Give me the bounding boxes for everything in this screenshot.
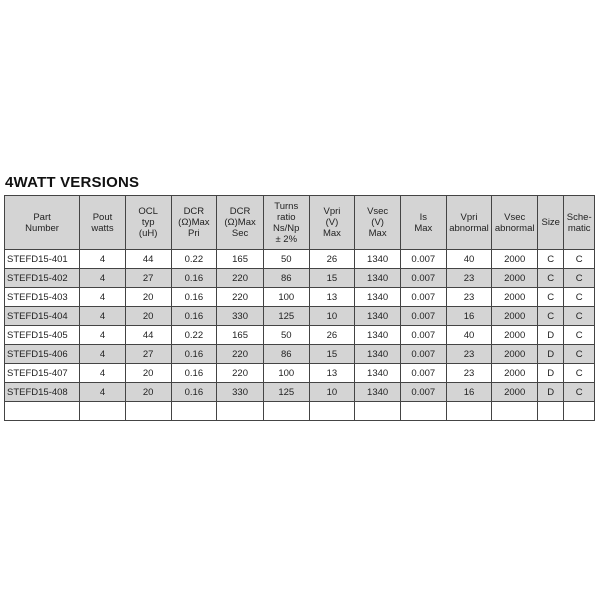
column-header — [80, 196, 126, 250]
table-cell: 44 — [125, 326, 171, 345]
table-cell: 0.007 — [400, 288, 446, 307]
table-cell — [171, 402, 217, 421]
table-cell: 165 — [217, 250, 264, 269]
table-cell: C — [564, 288, 595, 307]
table-cell: 0.007 — [400, 383, 446, 402]
table-cell: 4 — [80, 326, 126, 345]
column-header-line: Vsec — [504, 211, 526, 223]
column-header-line: Max — [368, 228, 387, 239]
column-header — [400, 196, 446, 250]
column-header — [309, 196, 355, 250]
table-cell: C — [538, 269, 564, 288]
table-cell: C — [564, 345, 595, 364]
table-cell: 16 — [446, 307, 492, 326]
table-cell: 125 — [263, 383, 309, 402]
part-number-cell — [5, 402, 80, 421]
column-header-line: Vsec — [367, 206, 389, 217]
column-header-line: Size — [541, 217, 560, 228]
table-cell: 10 — [309, 307, 355, 326]
section-title: 4WATT VERSIONS — [5, 174, 140, 191]
table-cell: 26 — [309, 326, 355, 345]
table-cell — [492, 402, 538, 421]
column-header-line: Pri — [188, 228, 200, 239]
table-row — [5, 402, 595, 421]
table-cell: 330 — [217, 307, 264, 326]
table-cell: 4 — [80, 383, 126, 402]
table-cell: 220 — [217, 269, 264, 288]
table-cell: C — [564, 269, 595, 288]
table-cell: 50 — [263, 326, 309, 345]
column-header-line: (V) — [325, 217, 339, 228]
table-cell — [564, 402, 595, 421]
table-row — [5, 345, 595, 364]
table-cell — [80, 402, 126, 421]
column-header-line: OCL — [138, 206, 158, 217]
table-cell: 220 — [217, 345, 264, 364]
table-header-row — [5, 196, 595, 250]
table-cell: 4 — [80, 345, 126, 364]
column-header-line: Turns — [274, 200, 299, 212]
table-cell: 23 — [446, 288, 492, 307]
table-cell: 0.16 — [171, 345, 217, 364]
table-cell: 1340 — [355, 364, 401, 383]
part-number-cell: STEFD15-407 — [5, 364, 80, 383]
table-cell: 1340 — [355, 326, 401, 345]
table-cell: 0.007 — [400, 250, 446, 269]
table-cell: 86 — [263, 269, 309, 288]
table-cell: D — [538, 364, 564, 383]
table-cell: 0.22 — [171, 250, 217, 269]
table-cell — [355, 402, 401, 421]
column-header-line: Max — [322, 228, 341, 239]
column-header — [538, 196, 564, 250]
column-header — [355, 196, 401, 250]
column-header-line: (Ω)Max — [178, 217, 210, 228]
table-cell: C — [538, 288, 564, 307]
table-cell: 15 — [309, 269, 355, 288]
table-cell: 2000 — [492, 307, 538, 326]
table-cell: 100 — [263, 364, 309, 383]
column-header-line: (uH) — [138, 228, 158, 239]
part-number-cell: STEFD15-402 — [5, 269, 80, 288]
table-cell: 2000 — [492, 345, 538, 364]
table-cell: 4 — [80, 269, 126, 288]
column-header-line: (V) — [371, 217, 384, 228]
part-number-cell: STEFD15-403 — [5, 288, 80, 307]
table-cell: C — [538, 250, 564, 269]
table-cell — [538, 402, 564, 421]
table-body — [5, 250, 595, 421]
table-cell — [400, 402, 446, 421]
table-cell: 20 — [125, 364, 171, 383]
table-cell: 2000 — [492, 364, 538, 383]
column-header-line: matic — [567, 222, 591, 234]
table-cell: 20 — [125, 383, 171, 402]
table-row — [5, 269, 595, 288]
column-header-line: (Ω)Max — [224, 217, 256, 228]
column-header-line: abnormal — [449, 222, 489, 234]
table-cell — [125, 402, 171, 421]
table-cell: C — [564, 307, 595, 326]
table-cell — [263, 402, 309, 421]
table-cell: 0.16 — [171, 383, 217, 402]
table-cell: 0.22 — [171, 326, 217, 345]
column-header-line: Max — [414, 222, 433, 234]
table-cell: C — [564, 250, 595, 269]
table-cell: C — [564, 383, 595, 402]
table-cell: 1340 — [355, 250, 401, 269]
table-cell: 86 — [263, 345, 309, 364]
table-cell: 1340 — [355, 383, 401, 402]
column-header-line: Sec — [231, 228, 249, 239]
column-header-line: abnormal — [494, 222, 535, 234]
column-header — [446, 196, 492, 250]
column-header — [263, 196, 309, 250]
table-cell: 13 — [309, 288, 355, 307]
table-cell: 4 — [80, 288, 126, 307]
part-number-cell: STEFD15-406 — [5, 345, 80, 364]
column-header-line: Number — [25, 222, 59, 234]
column-header-line: ± 2% — [275, 233, 298, 245]
table-cell: 0.007 — [400, 345, 446, 364]
table-cell: 4 — [80, 364, 126, 383]
table-cell: 26 — [309, 250, 355, 269]
table-cell: 165 — [217, 326, 264, 345]
table-cell: 40 — [446, 250, 492, 269]
column-header-line: typ — [141, 217, 155, 228]
table-cell: 27 — [125, 345, 171, 364]
table-cell: 2000 — [492, 383, 538, 402]
table-cell: 20 — [125, 307, 171, 326]
column-header — [492, 196, 538, 250]
column-header-line: DCR — [229, 206, 251, 217]
table-cell: 23 — [446, 364, 492, 383]
table-cell: 44 — [125, 250, 171, 269]
table-cell: D — [538, 326, 564, 345]
table-cell: 4 — [80, 307, 126, 326]
table-cell: 23 — [446, 269, 492, 288]
table-cell: 2000 — [492, 288, 538, 307]
table-cell: 100 — [263, 288, 309, 307]
table-cell: D — [538, 345, 564, 364]
table-cell: 13 — [309, 364, 355, 383]
column-header — [217, 196, 264, 250]
table-cell: 1340 — [355, 345, 401, 364]
part-number-cell: STEFD15-405 — [5, 326, 80, 345]
table-cell: 15 — [309, 345, 355, 364]
column-header-line: Pout — [92, 211, 113, 223]
column-header — [564, 196, 595, 250]
table-cell: 20 — [125, 288, 171, 307]
column-header-line: DCR — [183, 206, 205, 217]
table-cell: 0.16 — [171, 364, 217, 383]
table-cell: 50 — [263, 250, 309, 269]
table-cell: 0.16 — [171, 307, 217, 326]
table-cell — [217, 402, 264, 421]
table-cell: C — [564, 364, 595, 383]
table-cell: 1340 — [355, 288, 401, 307]
column-header-line: Vpri — [323, 206, 341, 217]
table-row — [5, 364, 595, 383]
table-cell: 2000 — [492, 326, 538, 345]
table-cell: 2000 — [492, 250, 538, 269]
part-number-cell: STEFD15-404 — [5, 307, 80, 326]
table-cell — [309, 402, 355, 421]
part-number-cell: STEFD15-401 — [5, 250, 80, 269]
table-cell: 220 — [217, 364, 264, 383]
table-cell: 0.007 — [400, 269, 446, 288]
table-cell: D — [538, 383, 564, 402]
column-header-line: Sche- — [566, 211, 592, 223]
table-row — [5, 383, 595, 402]
table-cell: 0.16 — [171, 269, 217, 288]
column-header — [5, 196, 80, 250]
table-cell: 23 — [446, 345, 492, 364]
table-cell: 330 — [217, 383, 264, 402]
table-cell: 2000 — [492, 269, 538, 288]
table-cell: 4 — [80, 250, 126, 269]
table-cell: 40 — [446, 326, 492, 345]
column-header-line: Part — [33, 211, 51, 223]
column-header — [171, 196, 217, 250]
table-row — [5, 326, 595, 345]
table-cell: 1340 — [355, 269, 401, 288]
table-cell: 0.16 — [171, 288, 217, 307]
column-header — [125, 196, 171, 250]
table-cell: C — [564, 326, 595, 345]
column-header-line: Is — [419, 211, 427, 223]
part-number-cell: STEFD15-408 — [5, 383, 80, 402]
table-cell: 220 — [217, 288, 264, 307]
table-cell: 0.007 — [400, 326, 446, 345]
column-header-line: Vpri — [460, 211, 478, 223]
column-header-line: watts — [91, 222, 114, 234]
column-header-line: ratio — [277, 211, 296, 223]
table-cell: 27 — [125, 269, 171, 288]
table-cell: C — [538, 307, 564, 326]
spec-table — [4, 195, 595, 421]
table-cell — [446, 402, 492, 421]
table-cell: 1340 — [355, 307, 401, 326]
table-row — [5, 250, 595, 269]
table-row — [5, 307, 595, 326]
table-cell: 10 — [309, 383, 355, 402]
table-cell: 125 — [263, 307, 309, 326]
table-cell: 0.007 — [400, 307, 446, 326]
table-cell: 16 — [446, 383, 492, 402]
table-row — [5, 288, 595, 307]
column-header-line: Ns/Np — [273, 222, 300, 234]
table-cell: 0.007 — [400, 364, 446, 383]
